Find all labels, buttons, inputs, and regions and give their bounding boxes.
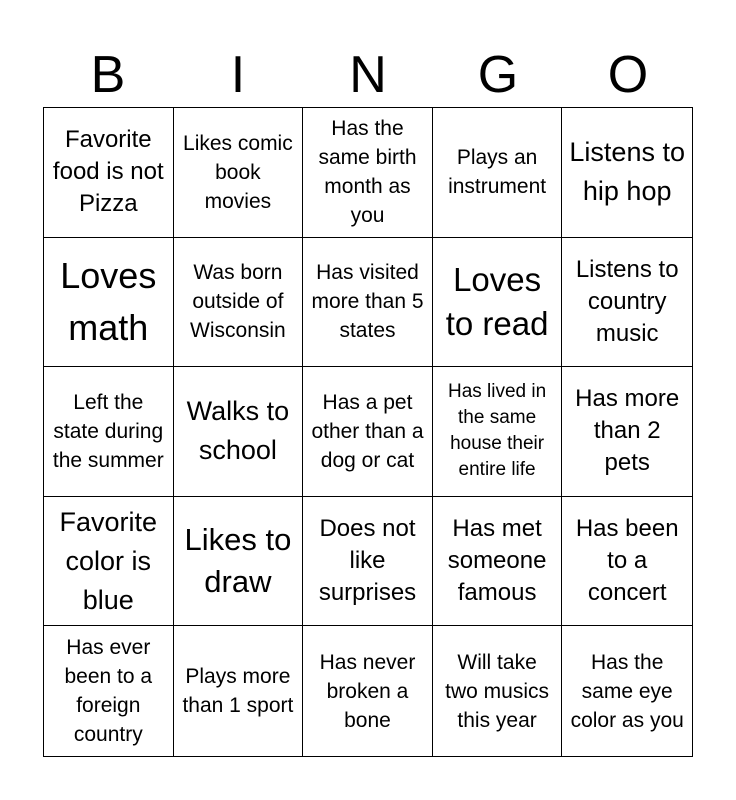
bingo-cell-r4c5[interactable] [562,497,692,627]
bingo-cell-text: Loves to read [445,260,549,342]
bingo-cell-text: Left the state during the summer [52,390,164,472]
bingo-cell-r5c5[interactable] [562,626,692,756]
bingo-cell-text: Does not like surprises [318,515,417,607]
bingo-cell-text: Was born outside of Wisconsin [190,261,286,343]
bingo-cell-text: Has ever been to a foreign country [64,636,153,747]
bingo-cell-r2c4[interactable] [433,238,563,368]
header-letter-i: I [230,46,246,104]
bingo-cell-r1c4[interactable] [433,108,563,238]
bingo-cell-r4c2[interactable] [174,497,304,627]
bingo-cell-text: Walks to school [186,396,290,466]
bingo-cell-text: Has the same eye color as you [570,650,684,732]
bingo-cell-text: Has met someone famous [447,515,547,607]
bingo-cell-r2c2[interactable] [174,238,304,368]
bingo-cell-r5c3[interactable] [303,626,433,756]
bingo-cell-r4c4[interactable] [433,497,563,627]
bingo-cell-r4c1[interactable] [44,497,174,627]
bingo-cell-text: Has visited more than 5 states [311,261,424,343]
bingo-cell-r1c3[interactable] [303,108,433,238]
bingo-cell-r4c3[interactable] [303,497,433,627]
bingo-cell-r3c1[interactable] [44,367,174,497]
bingo-cell-text: Will take two musics this year [445,650,550,732]
bingo-header [43,44,693,106]
bingo-cell-text: Has a pet other than a dog or cat [311,390,424,472]
bingo-cell-r1c2[interactable] [174,108,304,238]
bingo-cell-text: Likes to draw [184,522,292,600]
bingo-cell-text: Has the same birth month as you [318,117,417,228]
bingo-cell-text: Likes comic book movies [183,131,293,213]
header-letter-b: B [90,46,126,104]
bingo-cell-text: Plays an instrument [448,146,547,199]
bingo-cell-r5c1[interactable] [44,626,174,756]
bingo-cell-r1c1[interactable] [44,108,174,238]
bingo-cell-text: Has more than 2 pets [575,385,680,477]
bingo-cell-text: Listens to hip hop [569,137,685,207]
bingo-cell-r2c5[interactable] [562,238,692,368]
bingo-cell-r2c1[interactable] [44,238,174,368]
bingo-cell-r5c4[interactable] [433,626,563,756]
bingo-cell-text: Favorite color is blue [59,506,158,615]
bingo-cell-text: Loves math [60,254,157,348]
bingo-cell-r5c2[interactable] [174,626,304,756]
bingo-cell-text: Plays more than 1 sport [182,665,294,718]
bingo-cell-r2c3[interactable] [303,238,433,368]
bingo-board [43,107,693,757]
bingo-cell-r1c5[interactable] [562,108,692,238]
header-letter-n: N [349,46,387,104]
header-letter-o: O [607,46,649,104]
bingo-cell-r3c5[interactable] [562,367,692,497]
header-letter-g: G [477,46,519,104]
bingo-cell-text: Listens to country music [575,255,679,347]
bingo-cell-text: Has been to a concert [575,515,679,607]
bingo-cell-text: Has lived in the same house their entire life [447,381,547,481]
bingo-cell-r3c2[interactable] [174,367,304,497]
bingo-cell-r3c4[interactable] [433,367,563,497]
bingo-cell-r3c3[interactable] [303,367,433,497]
bingo-cell-text: Favorite food is not Pizza [52,126,164,218]
bingo-cell-text: Has never broken a bone [319,650,416,732]
